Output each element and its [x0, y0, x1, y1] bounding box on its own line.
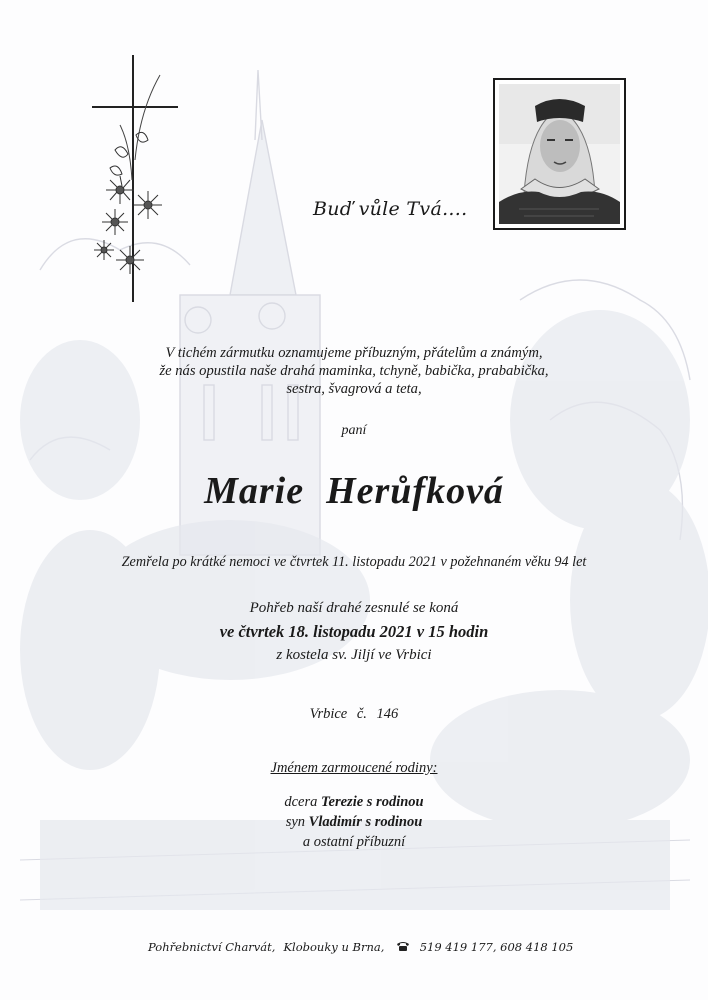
family-heading [0, 760, 708, 777]
announcement-line: že nás opustila naše drahá maminka, tchyně, babička, prababička, [159, 363, 549, 379]
deceased-last-name: Herůfková [326, 470, 504, 512]
family-heading-text: Jménem zarmoucené rodiny: [270, 760, 438, 776]
portrait-photo [493, 78, 626, 230]
deceased-name [0, 469, 708, 513]
company-city: Klobouky u Brna, [283, 940, 385, 954]
phone-numbers: 519 419 177, 608 418 105 [419, 940, 574, 954]
family-member-name: Terezie s rodinou [321, 794, 424, 810]
funeral-intro: Pohřeb naší drahé zesnulé se koná [249, 600, 459, 616]
funeral-datetime: ve čtvrtek 18. listopadu 2021 v 15 hodin [219, 622, 489, 641]
announcement-text [0, 344, 708, 398]
honorific-title: paní [341, 423, 367, 438]
funeral-company: Pohřebnictví Charvát, [148, 940, 276, 954]
family-member [0, 832, 708, 852]
footer [148, 940, 573, 954]
death-note: Zemřela po krátké nemoci ve čtvrtek 11. listopadu 2021 v požehnaném věku 94 let [121, 554, 587, 570]
announcement-line: sestra, švagrová a teta, [286, 381, 422, 397]
funeral-place: z kostela sv. Jiljí ve Vrbici [276, 647, 432, 663]
telephone-icon [396, 941, 410, 952]
deceased-first-name: Marie [204, 470, 305, 512]
family-member [0, 812, 708, 832]
family-list [0, 792, 708, 852]
portrait-image [499, 84, 620, 224]
cross-with-flowers-icon [80, 50, 190, 310]
family-member-relation: dcera [284, 794, 318, 810]
family-member-name: Vladimír s rodinou [308, 814, 423, 830]
motto-text: Buď vůle Tvá.... [313, 198, 468, 220]
announcement-line: V tichém zármutku oznamujeme příbuzným, přátelům a známým, [165, 345, 543, 361]
family-member-relation: syn [285, 814, 306, 830]
family-member [0, 792, 708, 812]
family-member-relation: a ostatní příbuzní [302, 834, 406, 850]
home-address: Vrbice č. 146 [309, 706, 399, 722]
